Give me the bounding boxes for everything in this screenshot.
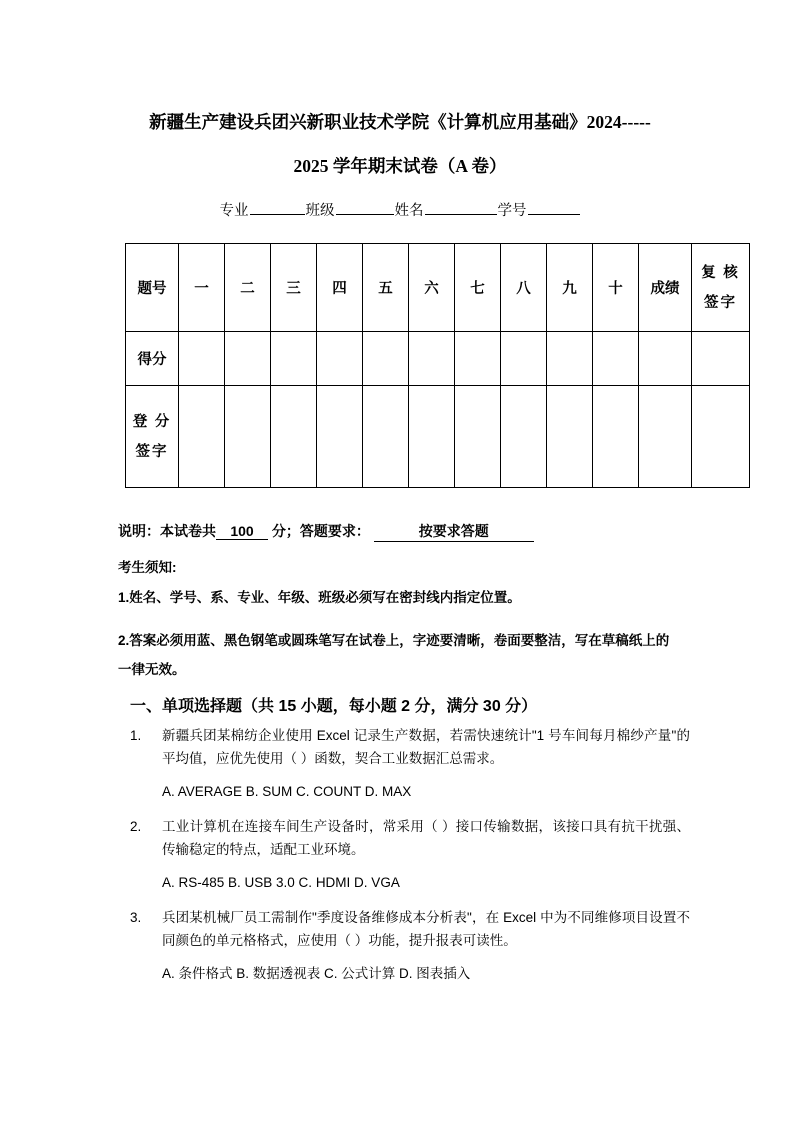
score-summary-table xyxy=(125,243,750,488)
question-options[interactable]: A. AVERAGE B. SUM C. COUNT D. MAX xyxy=(162,784,412,799)
exam-description-line xyxy=(118,521,534,542)
cell-signature-7[interactable] xyxy=(455,386,501,488)
cell-signature-10[interactable] xyxy=(593,386,639,488)
question-item xyxy=(130,815,690,894)
title-line-2: 2025 学年期末试卷（A 卷） xyxy=(293,156,507,176)
question-stem: 新疆兵团某棉纺企业使用 Excel 记录生产数据，若需快速统计"1 号车间每月棉纱产量"的平均值，应优先使用（ ）函数，契合工业数据汇总需求。 xyxy=(162,728,690,766)
question-options[interactable]: A. RS-485 B. USB 3.0 C. HDMI D. VGA xyxy=(162,875,400,890)
section-heading-multiple-choice: 一、单项选择题（共 15 小题，每小题 2 分，满分 30 分） xyxy=(130,698,538,715)
cell-score-5[interactable] xyxy=(363,332,409,386)
cell-signature-2[interactable] xyxy=(225,386,271,488)
cell-signature-4[interactable] xyxy=(317,386,363,488)
student-id-label: 学号 xyxy=(497,203,527,219)
student-info-line xyxy=(110,199,690,220)
cell-signature-3[interactable] xyxy=(271,386,317,488)
class-label: 班级 xyxy=(305,203,335,219)
cell-signature-5[interactable] xyxy=(363,386,409,488)
question-number: 3. xyxy=(130,910,142,925)
cell-col-3: 三 xyxy=(271,244,317,332)
question-list xyxy=(130,724,690,997)
cell-score-6[interactable] xyxy=(409,332,455,386)
cell-col-7: 七 xyxy=(455,244,501,332)
recheck-label-line-2: 签字 xyxy=(704,294,737,311)
cell-score-10[interactable] xyxy=(593,332,639,386)
cell-signature-recheck[interactable] xyxy=(692,386,750,488)
table-row-score xyxy=(126,332,750,386)
cell-row-label-score: 得分 xyxy=(126,332,179,386)
cell-score-9[interactable] xyxy=(547,332,593,386)
name-blank[interactable] xyxy=(425,199,497,215)
title-line-1: 新疆生产建设兵团兴新职业技术学院《计算机应用基础》2024----- xyxy=(149,112,651,132)
signature-label-line-2: 签字 xyxy=(135,443,169,460)
cell-score-2[interactable] xyxy=(225,332,271,386)
cell-col-1: 一 xyxy=(179,244,225,332)
cell-col-recheck-signature xyxy=(692,244,750,332)
cell-score-8[interactable] xyxy=(501,332,547,386)
page-title xyxy=(110,100,690,188)
student-id-blank[interactable] xyxy=(528,199,580,215)
question-stem: 兵团某机械厂员工需制作"季度设备维修成本分析表"，在 Excel 中为不同维修项目设置不同颜色的单元格格式，应使用（ ）功能，提升报表可读性。 xyxy=(162,910,690,948)
cell-col-10: 十 xyxy=(593,244,639,332)
notice-item-2: 2.答案必须用蓝、黑色钢笔或圆珠笔写在试卷上，字迹要清晰，卷面要整洁，写在草稿纸上的一律无效。 xyxy=(118,633,670,677)
cell-signature-total[interactable] xyxy=(639,386,692,488)
notice-item-1: 1.姓名、学号、系、专业、年级、班级必须写在密封线内指定位置。 xyxy=(118,590,521,605)
cell-score-total[interactable] xyxy=(639,332,692,386)
question-number: 1. xyxy=(130,728,142,743)
cell-col-total: 成绩 xyxy=(639,244,692,332)
cell-score-4[interactable] xyxy=(317,332,363,386)
cell-signature-6[interactable] xyxy=(409,386,455,488)
cell-score-1[interactable] xyxy=(179,332,225,386)
cell-signature-1[interactable] xyxy=(179,386,225,488)
notice-heading: 考生须知: xyxy=(118,560,177,575)
total-points-value: 100 xyxy=(216,523,268,540)
question-stem: 工业计算机在连接车间生产设备时，常采用（ ）接口传输数据，该接口具有抗干扰强、传输稳定的特点，适配工业环境。 xyxy=(162,819,690,857)
cell-row-label-signature xyxy=(126,386,179,488)
cell-col-4: 四 xyxy=(317,244,363,332)
major-label: 专业 xyxy=(219,203,249,219)
cell-col-2: 二 xyxy=(225,244,271,332)
question-number: 2. xyxy=(130,819,142,834)
cell-col-8: 八 xyxy=(501,244,547,332)
table-row-header xyxy=(126,244,750,332)
recheck-label-line-1: 复 核 xyxy=(701,264,740,281)
question-item xyxy=(130,724,690,803)
cell-score-7[interactable] xyxy=(455,332,501,386)
major-blank[interactable] xyxy=(250,199,305,215)
table-row-signature xyxy=(126,386,750,488)
question-options[interactable]: A. 条件格式 B. 数据透视表 C. 公式计算 D. 图表插入 xyxy=(162,966,471,981)
cell-score-recheck[interactable] xyxy=(692,332,750,386)
cell-col-5: 五 xyxy=(363,244,409,332)
description-prefix: 说明：本试卷共 xyxy=(118,523,216,539)
cell-col-6: 六 xyxy=(409,244,455,332)
class-blank[interactable] xyxy=(336,199,394,215)
name-label: 姓名 xyxy=(394,203,424,219)
question-item xyxy=(130,906,690,985)
answer-requirement-value: 按要求答题 xyxy=(374,521,534,542)
description-middle: 分；答题要求： xyxy=(271,523,370,539)
cell-signature-8[interactable] xyxy=(501,386,547,488)
cell-row-label-question-number: 题号 xyxy=(126,244,179,332)
cell-signature-9[interactable] xyxy=(547,386,593,488)
signature-label-line-1: 登 分 xyxy=(132,413,172,430)
cell-score-3[interactable] xyxy=(271,332,317,386)
cell-col-9: 九 xyxy=(547,244,593,332)
